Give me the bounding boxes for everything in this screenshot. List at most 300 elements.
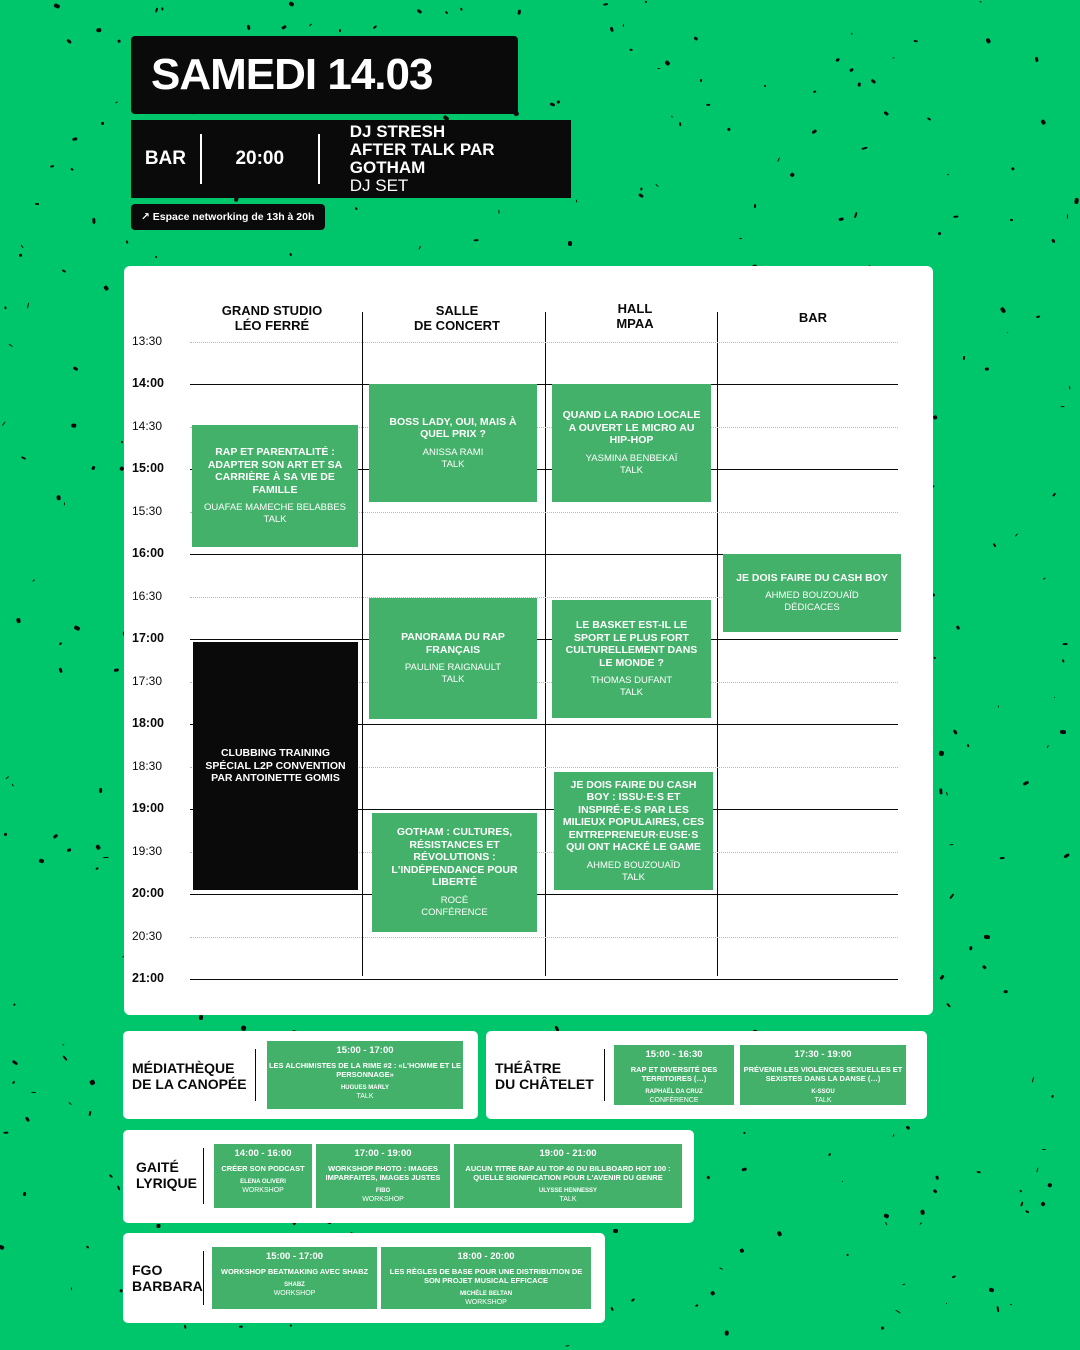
mini-event-speaker: HUGUES MARLY [340,1085,390,1091]
speck [1020,1190,1022,1192]
speck [639,193,644,198]
speck [919,1222,922,1225]
speck [892,1134,894,1137]
event-speaker: OUAFAE MAMECHE BELABBES [203,502,346,513]
speck [460,8,463,11]
venue-name [495,1060,594,1092]
speck [982,965,987,970]
speck [290,1324,292,1327]
event-basket[interactable] [552,600,711,718]
speck [969,946,972,950]
speck [19,254,22,257]
speck [1007,332,1009,334]
speck [50,165,55,168]
speck [980,1,982,3]
venue-mediatheque [123,1031,478,1119]
mini-event-type: WORKSHOP [362,1196,404,1203]
speck [288,1,294,7]
speck [933,1189,938,1194]
divider [604,1049,605,1101]
speck [474,239,479,242]
speck [946,1303,948,1305]
speck [23,1192,26,1196]
speck [1010,1304,1012,1306]
speck [671,115,672,117]
speck [1040,1201,1046,1207]
speck [742,1167,747,1171]
bar-event-venue: BAR [144,148,186,169]
speck [27,302,29,308]
speck [895,1310,900,1314]
speck [939,751,945,757]
mini-event-type: WORKSHOP [273,1290,316,1297]
mini-event-time: 15:00 - 17:00 [265,1251,324,1262]
speck [740,1248,745,1253]
speck [862,146,868,150]
speck [67,848,71,852]
mini-event-speaker: ELENA OLIVERI [240,1179,286,1185]
speck [939,788,942,794]
speck [726,127,731,132]
speck [700,79,703,82]
event-type: TALK [621,871,646,883]
speck [99,788,102,793]
event-title: LE BASKET EST-IL LE SPORT LE PLUS FORT CULTURELLEMENT DANS LE MONDE ? [565,619,698,669]
speck [1064,853,1070,859]
speck [86,1245,90,1249]
networking-label: Espace networking de 13h à 20h [152,211,315,223]
mini-event-speaker: MICHÈLE BELTAN [459,1291,513,1297]
mini-event-title: LES RÈGLES DE BASE POUR UNE DISTRIBUTION DE SON PROJET MUSICAL EFFICACE [389,1267,583,1285]
mini-event-time: 14:00 - 16:00 [234,1148,292,1159]
grid-line [190,639,898,640]
speck [109,1174,113,1178]
event-speaker: YASMINA BENBEKAÏ [585,452,678,464]
mini-event-type: WORKSHOP [465,1299,507,1306]
speck [934,657,936,659]
bar-event-time: 20:00 [235,148,285,169]
speck [609,27,614,33]
mini-event-speaker: RAPHAËL DA CRUZ [645,1089,703,1095]
column-divider [545,312,546,976]
speck [883,1213,889,1218]
speck [706,1175,710,1179]
speck [62,1055,67,1061]
event-title: CLUBBING TRAINING SPÉCIAL L2P CONVENTION PAR ANTOINETTE GOMIS [205,747,346,785]
speck [1004,990,1008,993]
time-label: 14:30 [132,419,163,433]
mini-event-time: 17:30 - 19:00 [794,1049,852,1060]
speck [25,1116,30,1122]
speck [1075,198,1079,204]
event-title: PANORAMA DU RAP FRANÇAIS [401,631,505,656]
mini-event[interactable] [214,1144,312,1208]
speck [657,68,660,69]
speck [339,29,341,32]
speck [20,244,23,248]
speck [8,343,13,347]
speck [62,269,66,272]
speck [842,1181,844,1182]
speck [4,833,8,837]
grid-line [190,894,898,895]
mini-event[interactable] [212,1247,377,1309]
event-panorama[interactable] [369,598,537,719]
event-boss-lady[interactable] [369,384,537,502]
column-header-line: LÉO FERRÉ [234,318,310,333]
speck [857,82,861,87]
speck [96,28,102,32]
speck [114,668,119,672]
speck [645,1,648,4]
time-label: 13:30 [132,334,163,348]
speck [282,25,287,30]
mini-event-title: AUCUN TITRE RAP AU TOP 40 DU BILLBOARD HOT 100 : QUELLE SIGNIFICATION POUR L'AVENIR DU GENRE [465,1164,671,1182]
speck [1035,57,1039,62]
mini-event[interactable] [740,1045,906,1105]
column-header-line: GRAND STUDIO [221,303,323,318]
speck [724,1330,729,1335]
mini-event-title: LES ALCHIMISTES DE LA RIME #2 : «L'HOMME ET LE PERSONNAGE» [268,1061,462,1079]
event-cash-boy-hall[interactable] [554,772,713,890]
speck [89,1079,95,1085]
venue-name-line: DU CHÂTELET [495,1076,594,1092]
venue-name-line: DE LA CANOPÉE [132,1076,247,1092]
bar-event-line1: DJ STRESH [349,122,446,141]
speck [949,893,954,899]
mini-event-type: TALK [814,1097,832,1104]
bar-event-line3: DJ SET [349,176,409,195]
speck [155,7,159,12]
venue-name-line: FGO [132,1262,163,1278]
time-label: 14:00 [132,376,164,390]
speck [927,117,932,121]
time-label: 20:00 [132,886,164,900]
speck [115,101,118,104]
speck [557,101,560,104]
speck [935,1175,939,1180]
speck [1023,781,1030,786]
venue-name-line: GAITÉ [136,1159,179,1175]
speck [58,667,63,673]
speck [993,543,996,547]
speck [1015,533,1018,537]
speck [967,744,970,748]
speck [95,867,99,870]
event-type: TALK [441,674,465,685]
event-title: JE DOIS FAIRE DU CASH BOY [736,571,888,584]
mini-event-speaker: ULYSSE HENNESSY [538,1188,598,1194]
mini-event-title: PRÉVENIR LES VIOLENCES SEXUELLES ET SEXISTES DANS LA DANSE (…) [743,1065,903,1083]
mini-event-type: TALK [356,1093,374,1100]
column-header-hall [550,301,720,331]
venue-name-line: BARBARA [132,1278,203,1294]
mini-event-title: RAP ET DIVERSITÉ DES TERRITOIRES (…) [630,1065,718,1083]
speck [1060,730,1066,734]
speck [157,1224,161,1228]
speck [881,1326,885,1330]
speck [679,122,682,126]
speck [623,24,625,27]
mini-event-title: WORKSHOP BEATMAKING AVEC SHABZ [220,1267,369,1276]
time-label: 15:00 [132,461,164,475]
speck [56,495,60,501]
bar-event-banner [131,120,571,198]
column-divider [717,312,718,976]
speck [813,90,816,92]
speck [184,1325,187,1330]
speck [1063,643,1068,645]
speck [121,441,123,444]
event-title: QUAND LA RADIO LOCALE A OUVERT LE MICRO AU HIP-HOP [562,409,701,447]
speck [72,137,78,141]
divider [255,1049,256,1101]
speck [847,1254,849,1256]
venue-fgo-barbara [123,1233,605,1323]
page-title: SAMEDI 14.03 [131,36,518,114]
schedule-grid [124,266,933,1015]
speck [754,204,756,209]
speck [1067,214,1068,219]
speck [996,1306,999,1312]
grid-line [190,979,898,980]
speck [610,1307,614,1312]
event-type: CONFÉRENCE [421,906,488,918]
speck [95,844,101,850]
speck [849,68,854,73]
event-speaker: ROCÉ [440,894,469,906]
speck [309,23,313,26]
speck [126,240,128,243]
speck [946,792,948,796]
speck [920,1210,925,1215]
speck [418,246,421,250]
speck [12,1081,15,1085]
speck [851,33,852,35]
speck [744,1132,746,1134]
speck [946,1003,951,1008]
speck [2,421,6,426]
speck [694,36,698,40]
time-label: 15:30 [132,504,163,518]
speck [952,1275,956,1278]
speck [566,1345,570,1347]
speck [953,730,958,735]
time-label: 17:00 [132,631,164,645]
grid-line [190,384,898,385]
speck [914,40,918,42]
speck [1047,1182,1052,1187]
speck [764,85,767,88]
speck [977,1171,981,1173]
speck [103,285,109,291]
speck [67,39,72,44]
mini-event-time: 17:00 - 19:00 [354,1148,412,1159]
speck [498,210,499,214]
speck [161,7,163,10]
speck [3,1132,8,1134]
speck [373,25,377,29]
speck [739,238,742,240]
mini-event[interactable] [614,1045,734,1105]
venue-name [132,1060,247,1092]
speck [839,218,844,222]
event-title: JE DOIS FAIRE DU CASH BOY : ISSU·E·S ET INSPIRÉ·E·S PAR LES MILIEUX POPULAIRES, CES ENTREPRENEUR·EUSE·S QUI ONT HACKÉ LE GAME [562,778,705,853]
speck [1051,1094,1054,1097]
speck [14,1004,16,1006]
speck [62,1044,64,1046]
speck [1000,857,1005,860]
speck [101,122,105,126]
column-header-line: HALL [617,301,653,316]
speck [68,1102,72,1106]
speck [695,1304,698,1307]
venue-chatelet [486,1031,927,1119]
mini-event-title: WORKSHOP PHOTO : IMAGES IMPARFAITES, IMAGES JUSTES [325,1164,441,1182]
speck [64,502,65,505]
event-gotham[interactable] [372,813,537,932]
column-header-line: DE CONCERT [414,318,500,333]
event-title: RAP ET PARENTALITÉ : ADAPTER SON ART ET SA CARRIÈRE À SA VIE DE FAMILLE [207,446,343,496]
speck [71,424,76,428]
speck [777,157,780,162]
mini-event-time: 18:00 - 20:00 [457,1251,515,1262]
time-label: 19:00 [132,801,164,815]
speck [1020,1201,1024,1207]
column-header-line: BAR [798,310,828,325]
grid-line-dotted [190,937,898,938]
speck [354,207,358,211]
time-label: 18:00 [132,716,164,730]
event-speaker: AHMED BOUZOUAÏD [765,590,859,602]
mini-event-time: 15:00 - 16:30 [645,1049,703,1060]
speck [789,172,795,178]
speck [989,1287,995,1292]
arrow-up-right-icon: ↗ [141,211,150,223]
time-label: 20:30 [132,929,163,943]
time-label: 17:30 [132,674,163,688]
speck [1010,219,1013,222]
speck [53,834,59,840]
venue-name [132,1262,203,1294]
speck [1042,1149,1046,1150]
speck [777,1231,783,1237]
speck [12,1060,18,1066]
speck [956,625,960,630]
speck [719,1267,723,1270]
speck [92,218,96,224]
column-header-bar [728,310,898,325]
speck [854,212,858,218]
speck [21,456,27,460]
speck [71,1287,72,1290]
speck [950,844,954,845]
speck [32,579,35,582]
event-speaker: ANISSA RAMI [422,446,484,458]
mini-event-type: TALK [559,1196,577,1203]
speck [835,58,840,63]
speck [1069,386,1071,390]
event-title: GOTHAM : CULTURES, RÉSISTANCES ET RÉVOLUTIONS : L'INDÉPENDANCE POUR LIBERTÉ [391,826,518,889]
speck [568,241,572,246]
speck [985,368,989,371]
speck [902,1284,906,1286]
event-speaker: PAULINE RAIGNAULT [404,662,502,673]
column-header-line: SALLE [435,303,479,318]
speck [812,129,817,134]
speck [1036,315,1041,318]
speck [1036,1167,1038,1172]
event-radio-locale[interactable] [552,384,711,502]
mini-event-title: CRÉER SON PODCAST [221,1164,305,1173]
mini-event-time: 15:00 - 17:00 [336,1045,394,1056]
networking-pill [131,204,325,230]
event-clubbing-training[interactable] [193,642,358,890]
mini-event-time: 19:00 - 21:00 [539,1148,597,1159]
speck [16,618,21,624]
event-speaker: THOMAS DUFANT [590,675,673,686]
venue-name-line: MÉDIATHÈQUE [132,1060,235,1076]
speck [91,466,95,470]
venue-name-line: LYRIQUE [136,1175,197,1191]
mini-event[interactable] [381,1247,591,1309]
speck [938,232,942,236]
speck [613,1229,618,1233]
speck [947,174,949,176]
speck [103,857,109,858]
speck [893,57,895,59]
divider [203,1251,204,1305]
mini-event[interactable] [316,1144,450,1208]
bar-event-line2: AFTER TALK PAR GOTHAM [349,140,495,177]
speck [963,356,965,360]
speck [1052,493,1056,497]
speck [11,784,14,787]
column-header-grand-studio [187,303,357,333]
speck [706,104,710,106]
event-type: DÉDICACES [784,602,840,614]
speck [5,776,9,780]
speck [117,1185,121,1191]
speck [1040,119,1046,125]
mini-event-speaker: FIBO [375,1188,391,1194]
time-label: 18:30 [132,759,163,773]
speck [953,216,959,218]
grid-line-dotted [190,342,898,343]
time-label: 19:30 [132,844,163,858]
speck [828,1153,831,1157]
column-header-salle [372,303,542,333]
mini-event[interactable] [267,1041,463,1109]
mini-event[interactable] [454,1144,682,1208]
event-speaker: AHMED BOUZOUAÏD [586,859,681,871]
speck [629,49,633,51]
speck [1032,1077,1035,1083]
event-cash-boy-bar[interactable] [723,554,901,632]
event-title: BOSS LADY, OUI, MAIS À QUEL PRIX ? [389,415,517,440]
event-type: TALK [263,514,287,525]
event-rap-parentalite[interactable] [192,425,358,547]
speck [155,256,158,259]
speck [906,1126,910,1130]
speck [1025,1210,1029,1214]
speck [1046,745,1049,748]
speck [59,642,62,645]
speck [518,10,521,15]
speck [884,111,890,116]
event-type: TALK [619,687,644,698]
column-divider [362,312,363,976]
